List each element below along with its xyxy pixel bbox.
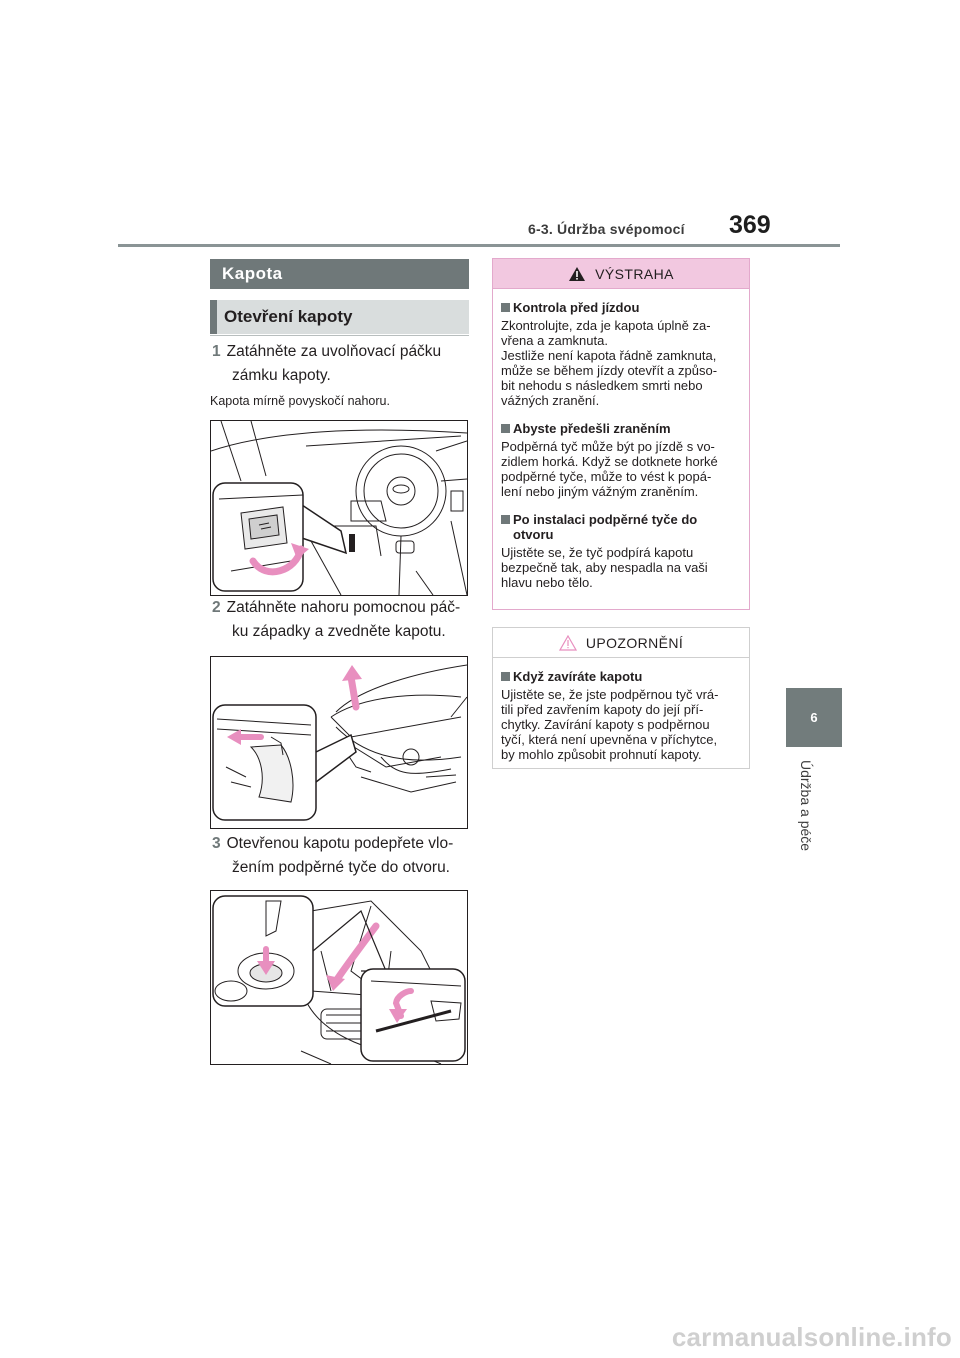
warning-triangle-icon [568,266,586,282]
bullet-square-icon [501,303,510,312]
figure-hood-release-lever [210,420,468,596]
step-number: 3 [212,835,221,852]
warning-item-heading: Kontrola před jízdou [501,300,741,315]
step-text-line: ku západky a zvedněte kapotu. [232,623,446,640]
bullet-square-icon [501,424,510,433]
chapter-number: 6 [810,710,818,725]
warning-item-text: Ujistěte se, že tyč podpírá kapotu bezpečně tak, aby nespadla na vaši hlavu nebo tělo. [501,545,708,590]
warning-item-text: Podpěrná tyč může být po jízdě s vo- zidlem horká. Když se dotknete horké podpěrné tyče, může to vést k popá- lení nebo jiným vážným zraněním. [501,439,718,499]
caution-title: UPOZORNĚNÍ [585,634,684,651]
step-1 [212,340,470,388]
subsection-heading: Otevření kapoty [210,300,469,334]
header-rule [118,244,840,247]
dashboard-illustration [211,421,467,595]
warning-body [493,289,749,590]
warning-item-heading: Abyste předešli zraněním [501,421,741,436]
caution-item-heading: Když zavíráte kapotu [501,669,741,684]
warning-item-heading: Po instalaci podpěrné tyče do otvoru [501,512,741,542]
step-text-line: žením podpěrné tyče do otvoru. [232,859,450,876]
step-number: 1 [212,343,221,360]
caution-header [493,628,749,658]
figure-hood-support-rod [210,890,468,1065]
bullet-square-icon [501,672,510,681]
section-heading: Kapota [210,259,469,289]
caution-item-text: Ujistěte se, že jste podpěrnou tyč vrá- tili před zavřením kapoty do její pří- chytky. Zavírání kapoty s podpěrnou tyčí, která není upevněna v příchytce, by mohlo způsobit prohnutí kapoty. [501,687,719,762]
bullet-square-icon [501,515,510,524]
step-number: 2 [212,599,221,616]
step-3 [212,832,470,880]
figure-hood-latch-lever [210,656,468,829]
step-text-line: Otevřenou kapotu podepřete vlo- [226,835,454,852]
caution-body [493,658,749,762]
warning-header [493,259,749,289]
engine-bay-illustration [211,891,467,1064]
chapter-label: Údržba a péče [798,760,814,852]
caution-box [492,627,750,769]
step-2 [212,596,470,644]
step-note: Kapota mírně povyskočí nahoru. [210,394,390,408]
chapter-label-wrap [794,760,816,880]
warning-box [492,258,750,610]
warning-item-text: Zkontrolujte, zda je kapota úplně za- vřena a zamknuta. Jestliže není kapota řádně zamknuta, může se během jízdy otevřít a způso- bit nehodu s následkem smrti nebo vážných zranění. [501,318,718,408]
warning-title: VÝSTRAHA [595,265,674,282]
step-text-line: Zatáhněte nahoru pomocnou páč- [226,599,461,616]
caution-triangle-icon [559,635,577,651]
section-title: 6-3. Údržba svépomocí [528,221,685,237]
car-front-illustration [211,657,467,828]
step-text-line: Zatáhněte za uvolňovací páčku [226,343,442,360]
chapter-tab [786,688,842,747]
watermark: carmanualsonline.info [671,1322,952,1352]
step-text-line: zámku kapoty. [232,367,331,384]
page-number: 369 [729,211,771,239]
